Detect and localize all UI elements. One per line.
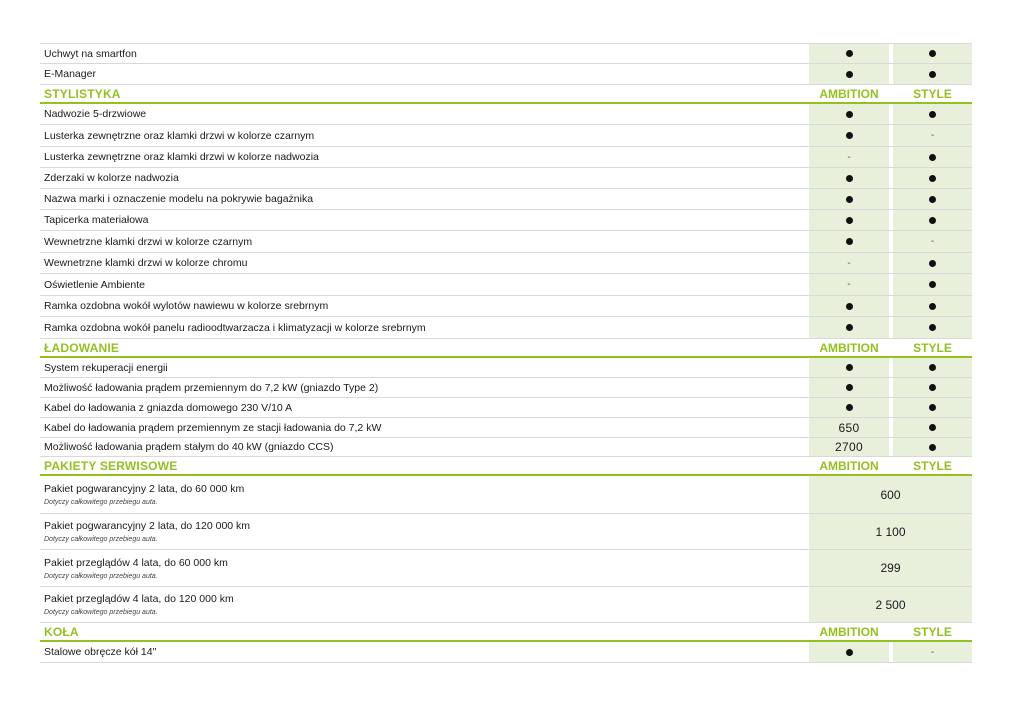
feature-label: Nadwozie 5-drzwiowe bbox=[44, 108, 147, 120]
style-header: STYLE bbox=[913, 86, 952, 101]
section-header-stylistyka bbox=[40, 85, 972, 104]
dash-icon: - bbox=[930, 130, 935, 141]
ambition-cell bbox=[809, 418, 889, 437]
ladowanie-rows bbox=[40, 358, 972, 457]
package-price: 1 100 bbox=[809, 514, 972, 549]
package-label-block bbox=[40, 587, 809, 622]
table-row bbox=[40, 358, 972, 378]
ambition-cell bbox=[809, 274, 889, 295]
section-title: STYLISTYKA bbox=[44, 86, 121, 101]
package-row bbox=[40, 514, 972, 550]
package-row bbox=[40, 587, 972, 623]
style-cell bbox=[893, 317, 972, 338]
feature-label: Ramka ozdobna wokół wylotów nawiewu w kolorze srebrnym bbox=[44, 300, 329, 312]
feature-label: Ramka ozdobna wokół panelu radioodtwarzacza i klimatyzacji w kolorze srebrnym bbox=[44, 321, 426, 334]
ambition-cell bbox=[809, 210, 889, 230]
bullet-icon bbox=[929, 71, 936, 78]
bullet-icon bbox=[929, 404, 936, 411]
feature-label: Uchwyt na smartfon bbox=[44, 47, 137, 60]
table-row bbox=[40, 253, 972, 274]
style-header: STYLE bbox=[913, 458, 952, 473]
table-row bbox=[40, 189, 972, 210]
style-cell bbox=[893, 168, 972, 188]
package-label-block bbox=[40, 514, 809, 549]
ambition-cell bbox=[809, 296, 889, 316]
bullet-icon bbox=[929, 364, 936, 371]
package-note: Dotyczy całkowitego przebiegu auta. bbox=[44, 499, 158, 506]
table-row bbox=[40, 147, 972, 168]
bullet-icon bbox=[846, 364, 853, 371]
bullet-icon bbox=[929, 281, 936, 288]
style-cell bbox=[893, 147, 972, 167]
style-cell bbox=[893, 210, 972, 230]
bullet-icon bbox=[846, 132, 853, 139]
feature-label: E-Manager bbox=[44, 68, 96, 80]
bullet-icon bbox=[929, 424, 936, 431]
style-header: STYLE bbox=[913, 624, 952, 639]
table-row bbox=[40, 378, 972, 398]
dash-icon: - bbox=[847, 257, 851, 269]
dash-icon: - bbox=[847, 279, 851, 290]
section-title: KOŁA bbox=[44, 624, 79, 639]
package-label: Pakiet przeglądów 4 lata, do 120 000 km bbox=[44, 593, 234, 605]
bullet-icon bbox=[929, 303, 936, 310]
bullet-icon bbox=[929, 260, 936, 267]
bullet-icon bbox=[846, 175, 853, 182]
style-cell bbox=[893, 642, 972, 662]
style-cell bbox=[893, 378, 972, 397]
ambition-cell bbox=[809, 64, 889, 84]
ambition-cell bbox=[809, 358, 889, 377]
bullet-icon bbox=[929, 154, 936, 161]
table-row bbox=[40, 125, 972, 147]
feature-label: Stalowe obręcze kół 14" bbox=[44, 646, 157, 658]
table-row bbox=[40, 418, 972, 438]
price-value: 2700 bbox=[835, 440, 863, 454]
feature-label: Kabel do ładowania prądem przemiennym ze stacji ładowania do 7,2 kW bbox=[44, 421, 382, 434]
style-cell bbox=[893, 274, 972, 295]
bullet-icon bbox=[929, 217, 936, 224]
bullet-icon bbox=[846, 238, 853, 245]
bullet-icon bbox=[929, 196, 936, 203]
bullet-icon bbox=[846, 217, 853, 224]
section-header-ladowanie bbox=[40, 339, 972, 358]
package-note: Dotyczy całkowitego przebiegu auta. bbox=[44, 572, 158, 580]
feature-label: Lusterka zewnętrzne oraz klamki drzwi w kolorze czarnym bbox=[44, 129, 315, 142]
table-row bbox=[40, 296, 972, 317]
feature-label: Oświetlenie Ambiente bbox=[44, 278, 145, 291]
package-note: Dotyczy całkowitego przebiegu auta. bbox=[44, 536, 158, 543]
bullet-icon bbox=[929, 111, 936, 118]
package-price: 600 bbox=[809, 476, 972, 513]
dash-icon: - bbox=[847, 151, 851, 163]
ambition-cell bbox=[809, 147, 889, 167]
feature-label: Wewnetrzne klamki drzwi w kolorze czarnym bbox=[44, 235, 253, 248]
package-label: Pakiet pogwarancyjny 2 lata, do 120 000 km bbox=[44, 520, 251, 532]
style-cell bbox=[893, 438, 972, 456]
package-price: 299 bbox=[809, 550, 972, 586]
section-title: PAKIETY SERWISOWE bbox=[44, 458, 178, 473]
ambition-header: AMBITION bbox=[819, 624, 879, 639]
ambition-cell bbox=[809, 253, 889, 273]
feature-label: Lusterka zewnętrzne oraz klamki drzwi w kolorze nadwozia bbox=[44, 151, 319, 163]
ambition-header: AMBITION bbox=[819, 86, 879, 101]
section-title: ŁADOWANIE bbox=[44, 340, 120, 355]
table-row bbox=[40, 642, 972, 663]
ambition-cell bbox=[809, 438, 889, 456]
table-row bbox=[40, 398, 972, 418]
bullet-icon bbox=[929, 175, 936, 182]
table-row bbox=[40, 231, 972, 253]
table-row bbox=[40, 317, 972, 339]
bullet-icon bbox=[846, 324, 853, 331]
feature-label: Możliwość ładowania prądem stałym do 40 kW (gniazdo CCS) bbox=[44, 441, 334, 453]
bullet-icon bbox=[929, 50, 936, 57]
bullet-icon bbox=[846, 71, 853, 78]
stylistyka-rows bbox=[40, 104, 972, 339]
style-cell bbox=[893, 125, 972, 146]
equipment-table bbox=[40, 43, 972, 663]
ambition-cell bbox=[809, 378, 889, 397]
package-label: Pakiet pogwarancyjny 2 lata, do 60 000 km bbox=[44, 483, 245, 495]
feature-label: System rekuperacji energii bbox=[44, 361, 168, 374]
section-header-pakiety bbox=[40, 457, 972, 476]
feature-label: Zderzaki w kolorze nadwozia bbox=[44, 172, 179, 184]
table-row bbox=[40, 210, 972, 231]
table-row bbox=[40, 104, 972, 125]
style-cell bbox=[893, 104, 972, 124]
ambition-cell bbox=[809, 231, 889, 252]
package-label-block bbox=[40, 476, 809, 513]
style-cell bbox=[893, 189, 972, 209]
bullet-icon bbox=[929, 324, 936, 331]
style-cell bbox=[893, 253, 972, 273]
bullet-icon bbox=[929, 384, 936, 391]
ambition-cell bbox=[809, 189, 889, 209]
style-cell bbox=[893, 398, 972, 417]
bullet-icon bbox=[929, 444, 936, 451]
package-label-block bbox=[40, 550, 809, 586]
package-label: Pakiet przeglądów 4 lata, do 60 000 km bbox=[44, 556, 228, 569]
feature-label: Kabel do ładowania z gniazda domowego 230 V/10 A bbox=[44, 401, 293, 414]
bullet-icon bbox=[846, 111, 853, 118]
package-note: Dotyczy całkowitego przebiegu auta. bbox=[44, 609, 158, 616]
bullet-icon bbox=[846, 384, 853, 391]
ambition-header: AMBITION bbox=[819, 340, 879, 355]
table-row bbox=[40, 64, 972, 85]
ambition-cell bbox=[809, 44, 889, 63]
bullet-icon bbox=[846, 50, 853, 57]
style-cell bbox=[893, 296, 972, 316]
feature-label: Nazwa marki i oznaczenie modelu na pokrywie bagażnika bbox=[44, 193, 314, 205]
pakiety-rows bbox=[40, 476, 972, 623]
section-header-kola bbox=[40, 623, 972, 642]
feature-label: Tapicerka materiałowa bbox=[44, 214, 149, 226]
bullet-icon bbox=[846, 404, 853, 411]
style-cell bbox=[893, 231, 972, 252]
style-cell bbox=[893, 44, 972, 63]
package-price: 2 500 bbox=[809, 587, 972, 622]
bullet-icon bbox=[846, 649, 853, 656]
style-header: STYLE bbox=[913, 340, 952, 355]
style-cell bbox=[893, 64, 972, 84]
bullet-icon bbox=[846, 303, 853, 310]
style-cell bbox=[893, 418, 972, 437]
ambition-cell bbox=[809, 317, 889, 338]
dash-icon: - bbox=[930, 646, 935, 658]
ambition-cell bbox=[809, 642, 889, 662]
price-value: 650 bbox=[838, 420, 860, 435]
table-row bbox=[40, 43, 972, 64]
style-cell bbox=[893, 358, 972, 377]
ambition-cell bbox=[809, 168, 889, 188]
table-row bbox=[40, 438, 972, 457]
ambition-cell bbox=[809, 398, 889, 417]
feature-label: Wewnetrzne klamki drzwi w kolorze chromu bbox=[44, 257, 248, 269]
ambition-header: AMBITION bbox=[819, 458, 879, 473]
table-row bbox=[40, 168, 972, 189]
table-row bbox=[40, 274, 972, 296]
ambition-cell bbox=[809, 125, 889, 146]
package-row bbox=[40, 550, 972, 587]
package-row bbox=[40, 476, 972, 514]
bullet-icon bbox=[846, 196, 853, 203]
dash-icon: - bbox=[930, 236, 935, 247]
ambition-cell bbox=[809, 104, 889, 124]
feature-label: Możliwość ładowania prądem przemiennym do 7,2 kW (gniazdo Type 2) bbox=[44, 381, 379, 394]
kola-rows bbox=[40, 642, 972, 663]
